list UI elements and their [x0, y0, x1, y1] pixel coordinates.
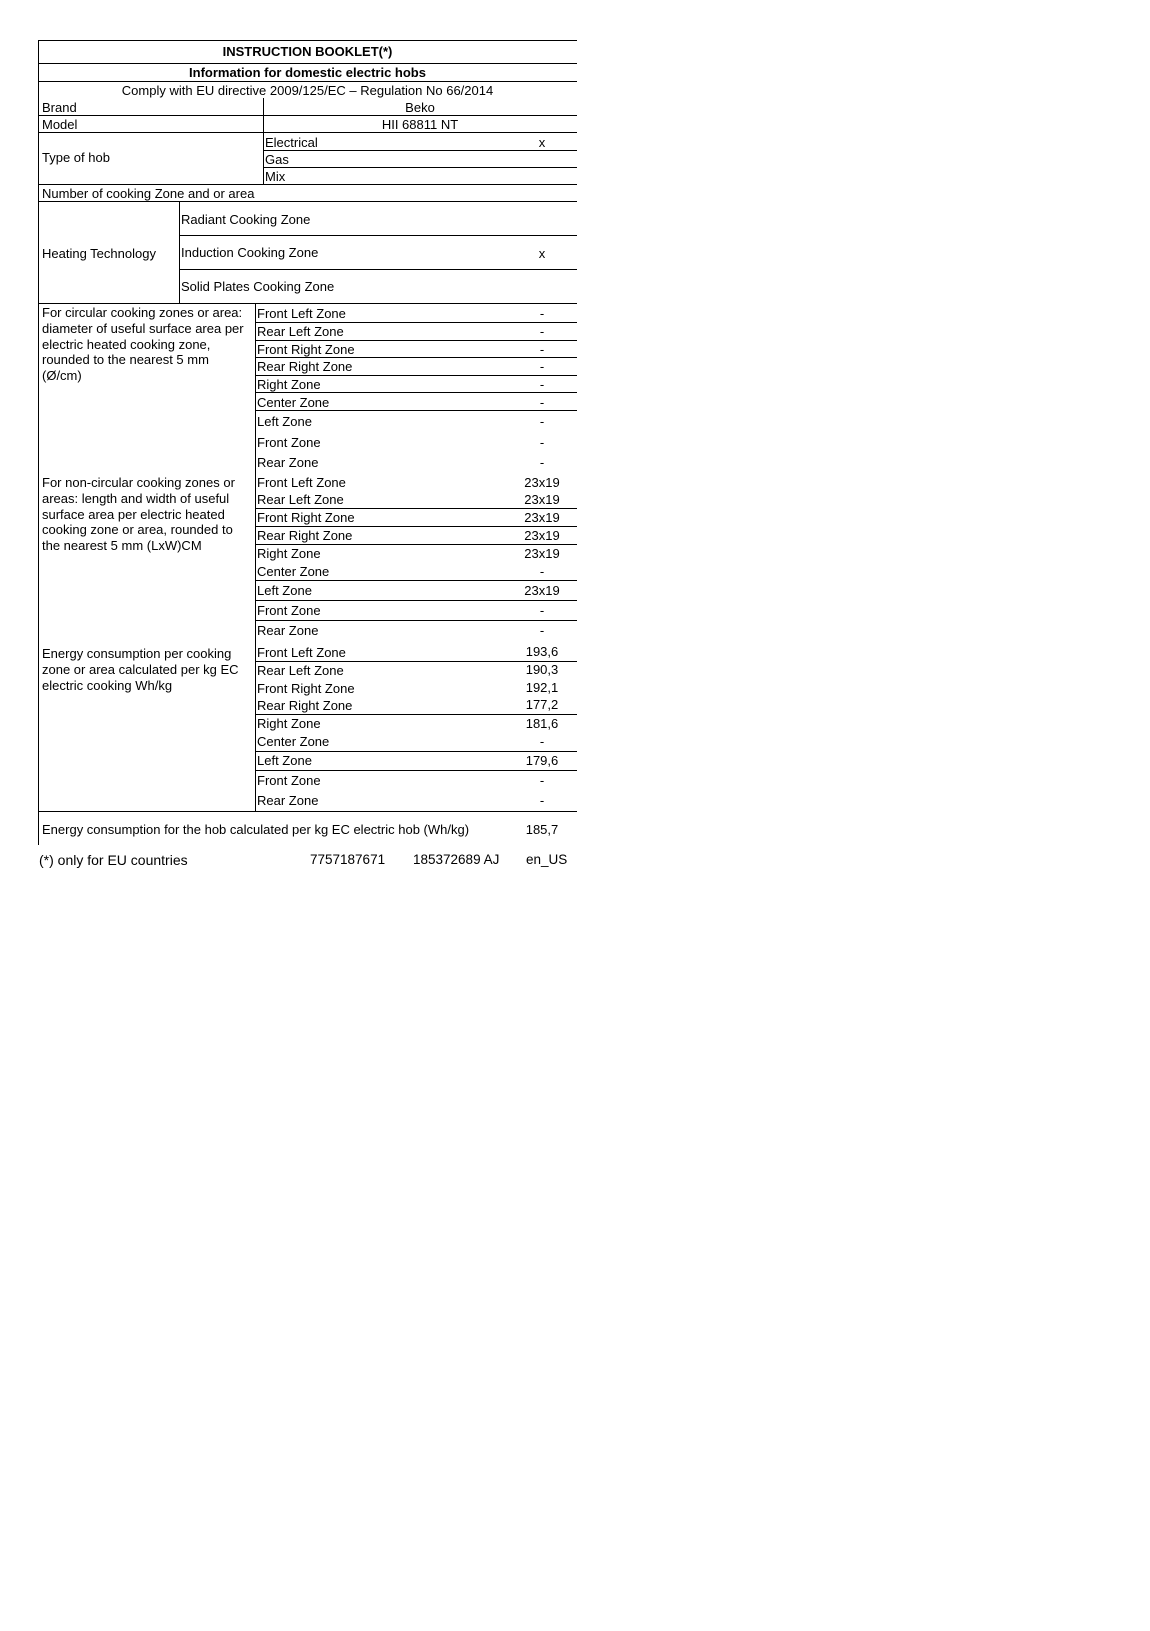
rule	[263, 98, 264, 184]
circular-zone: Center Zone	[257, 395, 330, 410]
circular-value: -	[539, 324, 545, 339]
rule	[255, 620, 577, 621]
rule	[38, 811, 577, 812]
energy-zone: Front Zone	[257, 773, 321, 788]
circular-zone: Front Zone	[257, 435, 321, 450]
circular-zone: Front Left Zone	[257, 306, 346, 321]
rule	[38, 303, 577, 304]
rule	[255, 600, 577, 601]
energy-value: 193,6	[525, 644, 559, 659]
circular-zone: Rear Right Zone	[257, 359, 353, 374]
rule	[255, 751, 577, 752]
hob-type-gas: Gas	[265, 152, 289, 167]
rule	[38, 63, 577, 64]
energy-value: -	[539, 793, 545, 808]
model-value: HII 68811 NT	[381, 117, 459, 132]
circular-value: -	[539, 377, 545, 392]
energy-value: -	[539, 734, 545, 749]
rule	[255, 526, 577, 527]
energy-zone: Left Zone	[257, 753, 312, 768]
brand-label: Brand	[42, 100, 77, 115]
circular-description: For circular cooking zones or area: diameter of useful surface area per electric heated cooking zone, rounded to the nearest 5 mm (Ø/cm)	[42, 305, 244, 384]
noncircular-zone: Center Zone	[257, 564, 330, 579]
energy-zone: Right Zone	[257, 716, 321, 731]
hob-energy-value: 185,7	[525, 822, 559, 837]
rule	[38, 115, 577, 116]
noncircular-value: -	[539, 623, 545, 638]
circular-value: -	[539, 306, 545, 321]
energy-description: Energy consumption per cooking zone or area calculated per kg EC electric cooking Wh/kg	[42, 646, 239, 693]
rule	[263, 150, 577, 151]
energy-zone: Front Right Zone	[257, 681, 355, 696]
circular-zone: Rear Zone	[257, 455, 319, 470]
booklet-subtitle: Information for domestic electric hobs	[189, 65, 426, 80]
circular-value: -	[539, 342, 545, 357]
rule	[38, 132, 577, 133]
rule	[255, 340, 577, 341]
noncircular-value: 23x19	[524, 528, 560, 543]
heating-radiant: Radiant Cooking Zone	[181, 212, 311, 227]
circular-value: -	[539, 455, 545, 470]
circular-value: -	[539, 435, 545, 450]
rule	[179, 201, 180, 303]
heating-solid-plates: Solid Plates Cooking Zone	[181, 279, 335, 294]
circular-value: -	[539, 414, 545, 429]
noncircular-value: 23x19	[524, 583, 560, 598]
model-label: Model	[42, 117, 78, 132]
noncircular-value: 23x19	[524, 510, 560, 525]
energy-zone: Rear Right Zone	[257, 698, 353, 713]
energy-zone: Rear Zone	[257, 793, 319, 808]
energy-zone: Center Zone	[257, 734, 330, 749]
noncircular-value: 23x19	[524, 475, 560, 490]
noncircular-value: 23x19	[524, 492, 560, 507]
energy-value: 177,2	[525, 697, 559, 712]
rule	[255, 714, 577, 715]
footer-code: 7757187671	[310, 852, 386, 867]
circular-zone: Right Zone	[257, 377, 321, 392]
rule	[255, 392, 577, 393]
hob-type-label: Type of hob	[42, 150, 110, 165]
noncircular-zone: Rear Left Zone	[257, 492, 344, 507]
rule	[255, 375, 577, 376]
footer-note: (*) only for EU countries	[39, 852, 188, 868]
noncircular-zone: Left Zone	[257, 583, 312, 598]
noncircular-zone: Front Left Zone	[257, 475, 346, 490]
heating-label: Heating Technology	[42, 246, 156, 261]
rule	[179, 269, 577, 270]
noncircular-zone: Front Right Zone	[257, 510, 355, 525]
directive-text: Comply with EU directive 2009/125/EC – Regulation No 66/2014	[121, 83, 494, 98]
rule	[38, 201, 577, 202]
brand-value: Beko	[405, 100, 435, 115]
hob-type-electrical: Electrical	[265, 135, 318, 150]
rule	[255, 580, 577, 581]
circular-zone: Left Zone	[257, 414, 312, 429]
heating-induction: Induction Cooking Zone	[181, 245, 319, 260]
rule	[255, 357, 577, 358]
noncircular-zone: Right Zone	[257, 546, 321, 561]
rule	[255, 544, 577, 545]
energy-zone: Rear Left Zone	[257, 663, 344, 678]
rule	[255, 770, 577, 771]
heating-induction-mark: x	[538, 246, 546, 261]
noncircular-value: -	[539, 603, 545, 618]
energy-value: 192,1	[525, 680, 559, 695]
noncircular-value: -	[539, 564, 545, 579]
rule	[38, 40, 577, 41]
hob-energy-label: Energy consumption for the hob calculated per kg EC electric hob (Wh/kg)	[42, 822, 470, 837]
rule	[38, 184, 577, 185]
noncircular-zone: Front Zone	[257, 603, 321, 618]
zones-count-label: Number of cooking Zone and or area	[42, 186, 255, 201]
circular-value: -	[539, 395, 545, 410]
energy-value: 179,6	[525, 753, 559, 768]
energy-zone: Front Left Zone	[257, 645, 346, 660]
rule	[255, 303, 256, 811]
rule	[255, 322, 577, 323]
energy-value: 181,6	[525, 716, 559, 731]
noncircular-zone: Rear Right Zone	[257, 528, 353, 543]
rule	[179, 235, 577, 236]
rule	[255, 410, 577, 411]
booklet-title: INSTRUCTION BOOKLET(*)	[222, 44, 393, 59]
noncircular-value: 23x19	[524, 546, 560, 561]
noncircular-description: For non-circular cooking zones or areas: length and width of useful surface area per electric heated cooking zone or area, rounded to the nearest 5 mm (LxW)CM	[42, 475, 235, 554]
circular-zone: Front Right Zone	[257, 342, 355, 357]
rule	[38, 81, 577, 82]
energy-value: 190,3	[525, 662, 559, 677]
energy-value: -	[539, 773, 545, 788]
noncircular-zone: Rear Zone	[257, 623, 319, 638]
circular-value: -	[539, 359, 545, 374]
rule	[255, 508, 577, 509]
circular-zone: Rear Left Zone	[257, 324, 344, 339]
rule	[263, 167, 577, 168]
hob-type-electrical-mark: x	[538, 135, 546, 150]
footer-locale: en_US	[526, 852, 568, 867]
hob-type-mix: Mix	[265, 169, 286, 184]
footer-code: 185372689 AJ	[413, 852, 500, 867]
table-left-border	[38, 40, 39, 845]
